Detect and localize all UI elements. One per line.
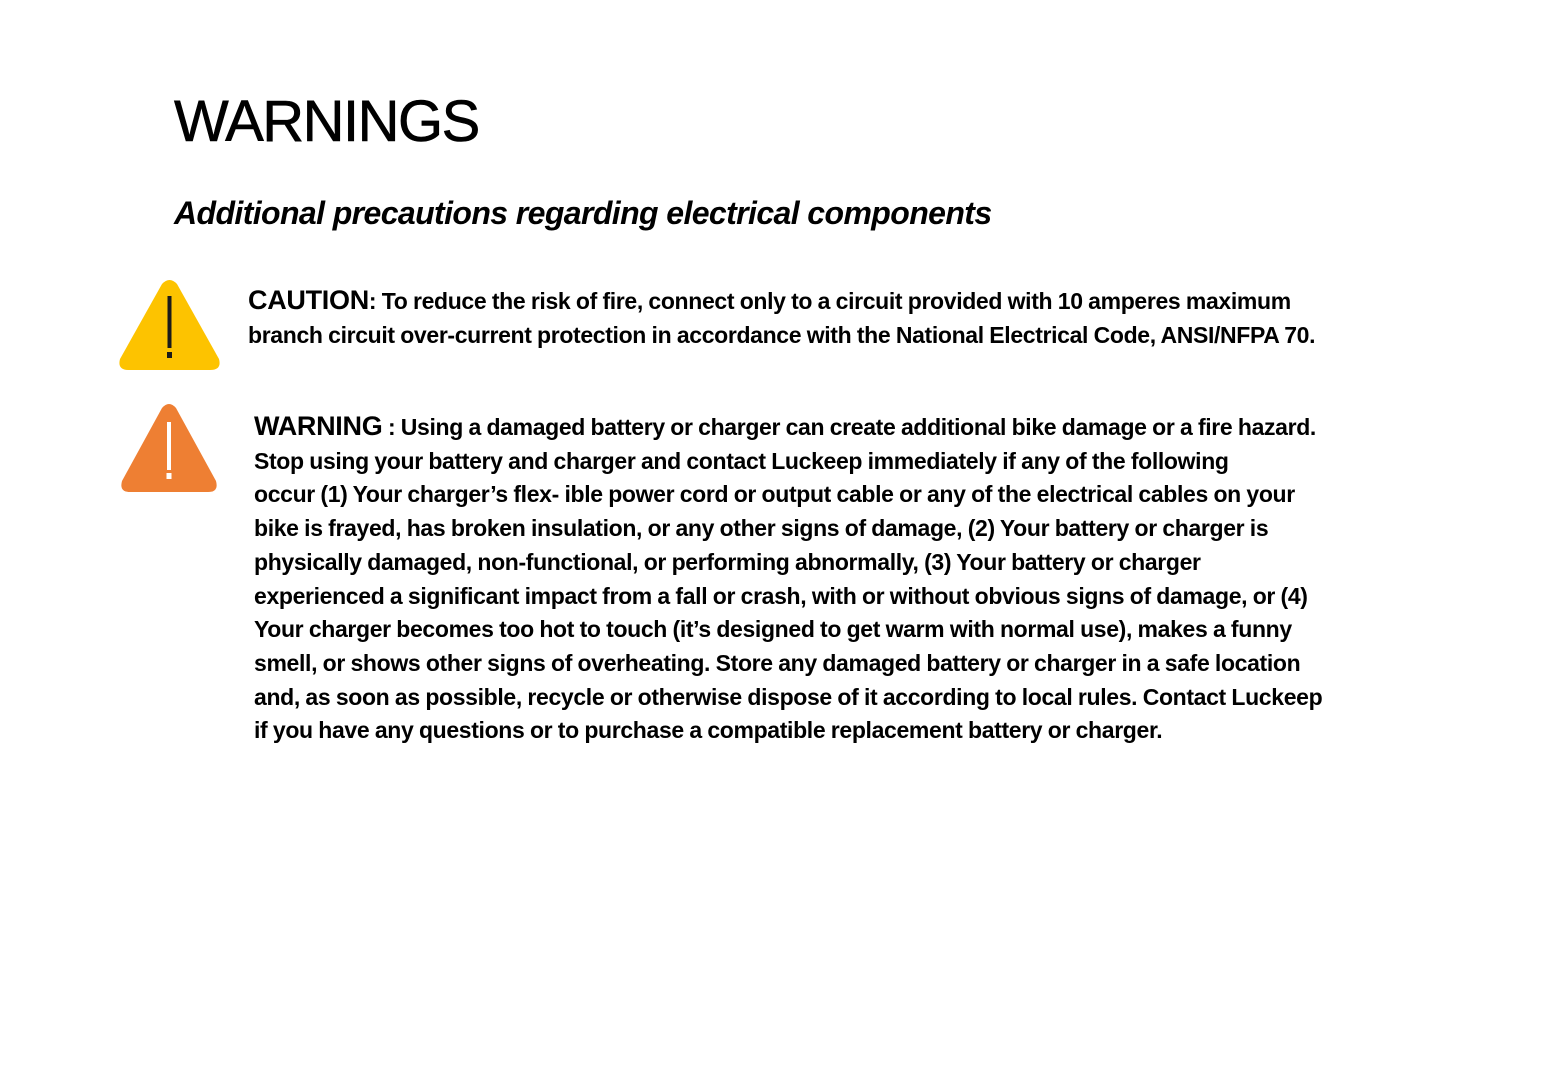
caution-exclamation-dot bbox=[167, 352, 172, 358]
warning-exclamation-bar bbox=[167, 422, 171, 470]
warning-text-line-8: smell, or shows other signs of overheating. Store any damaged battery or charger in a safe location bbox=[254, 649, 1301, 676]
caution-text-line-2: branch circuit over-current protection in accordance with the National Electrical Code, ANSI/NFPA 70. bbox=[248, 322, 1316, 348]
warning-triangle-icon bbox=[120, 403, 218, 493]
caution-separator: : bbox=[368, 288, 382, 314]
warning-text-line-2: Stop using your battery and charger and contact Luckeep immediately if any of the following bbox=[254, 447, 1229, 474]
warning-line-1 bbox=[254, 410, 1484, 445]
caution-notice bbox=[248, 283, 1478, 352]
warning-label: WARNING bbox=[254, 411, 383, 441]
warning-separator: : bbox=[382, 414, 401, 440]
page-title: WARNINGS bbox=[174, 89, 479, 154]
warning-text-line-3: occur (1) Your charger’s flex- ible power cord or output cable or any of the electrical cables on your bbox=[254, 481, 1295, 508]
caution-text-line-1: To reduce the risk of fire, connect only to a circuit provided with 10 amperes maximum bbox=[381, 288, 1291, 314]
warning-text-line-4: bike is frayed, has broken insulation, or any other signs of damage, (2) Your battery or charger is bbox=[254, 515, 1269, 542]
warning-exclamation-dot bbox=[167, 473, 172, 479]
caution-exclamation-bar bbox=[168, 296, 172, 348]
warning-text-line-5: physically damaged, non-functional, or performing abnormally, (3) Your battery or charger bbox=[254, 548, 1201, 575]
caution-line-1 bbox=[248, 283, 1478, 318]
page-subtitle: Additional precautions regarding electrical components bbox=[174, 195, 992, 231]
warning-text-line-6: experienced a significant impact from a fall or crash, with or without obvious signs of damage, or (4) bbox=[254, 582, 1308, 609]
warning-text-line-7: Your charger becomes too hot to touch (it’s designed to get warm with normal use), makes a funny bbox=[254, 616, 1292, 643]
warning-text-line-10: if you have any questions or to purchase a compatible replacement battery or charger. bbox=[254, 717, 1163, 744]
warning-text-line-9: and, as soon as possible, recycle or otherwise dispose of it according to local rules. Contact Luckeep bbox=[254, 683, 1323, 710]
caution-warning-triangle-icon bbox=[118, 279, 221, 371]
warning-text-line-1: Using a damaged battery or charger can create additional bike damage or a fire hazard. bbox=[400, 414, 1316, 440]
warning-notice bbox=[254, 410, 1484, 748]
caution-label: CAUTION bbox=[248, 285, 369, 315]
